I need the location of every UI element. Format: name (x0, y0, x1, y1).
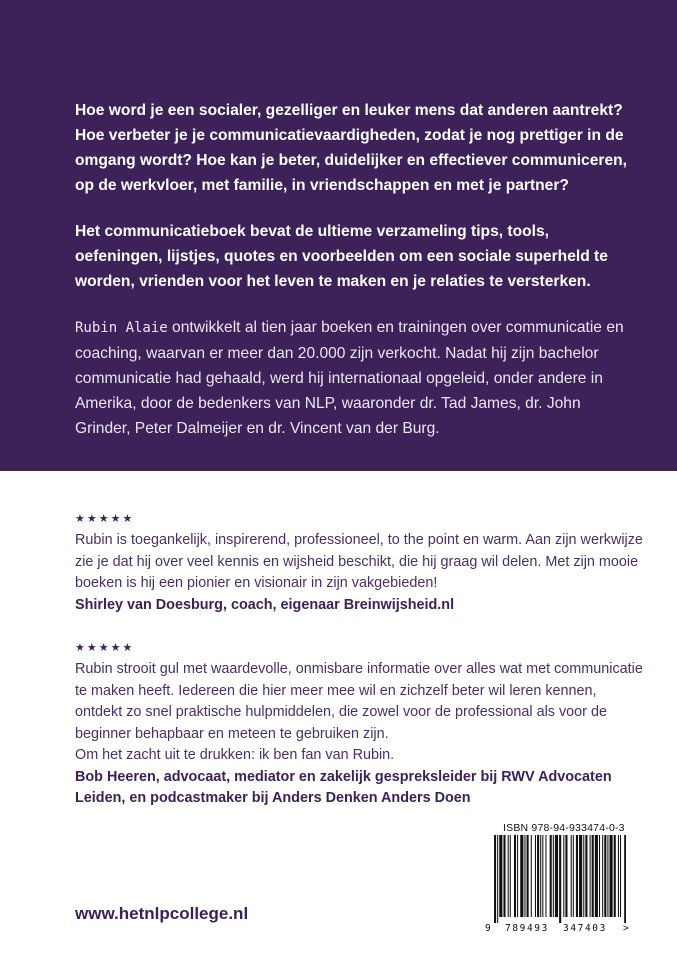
review-2 (75, 641, 645, 810)
barcode-digits-right: 347403 (563, 923, 607, 934)
barcode-bar (595, 835, 598, 917)
barcode-bar (579, 835, 582, 917)
barcode-bar (610, 835, 613, 917)
barcode-bar (602, 835, 603, 917)
barcode-bar (576, 835, 578, 917)
barcode-bar (555, 835, 558, 917)
barcode-bar (503, 835, 505, 917)
barcode-bar (614, 835, 616, 917)
barcode-bar (510, 835, 511, 917)
barcode-bar (599, 835, 600, 917)
barcode-bar (565, 835, 567, 917)
barcode-bar (583, 835, 584, 917)
barcode-bar (542, 835, 543, 917)
barcode-bar (624, 835, 626, 923)
barcode-icon (494, 835, 626, 923)
barcode-bar (620, 835, 621, 917)
barcode-digits-left: 789493 (505, 923, 549, 934)
website-url: www.hetnlpcollege.nl (75, 904, 249, 923)
barcode-bar (499, 835, 502, 917)
barcode-bar (585, 835, 587, 917)
intro-paragraph-1: Hoe word je een socialer, gezelliger en leuker mens dat anderen aantrekt? Hoe verbeter je je communicatievaardigheden, zodat je nog prettiger in de omgang wordt? Hoe kan je beter, duidelijker en effectiever communiceren, op de werkvloer, met familie, in vriendschappen en met je partner? (75, 102, 627, 194)
barcode-bar (571, 835, 572, 917)
barcode-bar (553, 835, 554, 917)
barcode-digit-tail: > (623, 923, 629, 934)
barcode-bar (535, 835, 536, 917)
author-bio (75, 315, 635, 441)
barcode-bar (517, 835, 518, 917)
review-text: Rubin is toegankelijk, inspirerend, professioneel, to the point en warm. Aan zijn werkwijze zie je dat hij over veel kennis en wijsheid beschikt, die hij graag wil delen. Met zijn mooie boeken is hij een pionier en visionair in zijn vakgebieden! (75, 532, 643, 591)
isbn-label: ISBN 978-94-933474-0-3 (503, 822, 625, 834)
barcode-digit-lead: 9 (485, 923, 491, 934)
review-closing: Om het zacht uit te drukken: ik ben fan van Rubin. (75, 747, 395, 763)
barcode-bar (545, 835, 546, 917)
barcode-bar (494, 835, 496, 923)
barcode-bar (524, 835, 525, 917)
barcode-bar (592, 835, 594, 917)
barcode-bar (520, 835, 523, 917)
author-name: Rubin Alaie (75, 320, 168, 336)
barcode-bar (618, 835, 619, 917)
barcode-bar (559, 835, 561, 923)
star-rating: ★★★★★ (75, 513, 135, 525)
barcode-bar (590, 835, 591, 917)
review-author: Bob Heeren, advocaat, mediator en zakelijk gespreksleider bij RWV Advocaten Leiden, en podcastmaker bij Anders Denken Anders Doen (75, 768, 612, 806)
barcode-bar (508, 835, 509, 917)
barcode-bar (540, 835, 541, 917)
review-text: Rubin strooit gul met waardevolle, onmisbare informatie over alles wat met communicatie te maken heeft. Iedereen die hier meer mee wil en zichzelf beter wil leren kennen, ontdekt zo snel praktische hulpmiddelen, die zowel voor de professional als voor de beginner behapbaar en meteen te gebruiken zijn. (75, 661, 643, 742)
barcode-bar (573, 835, 574, 917)
author-bio-text: ontwikkelt al tien jaar boeken en trainingen over communicatie en coaching, waarvan er meer dan 20.000 zijn verkocht. Nadat hij zijn bachelor communicatie had gehaald, werd hij internationaal opgeleid, onder andere in Amerika, door de bedenkers van NLP, waaronder dr. Tad James, dr. John Grinder, Peter Dalmeijer en dr. Vincent van der Burg. (75, 319, 624, 437)
review-1 (75, 512, 645, 616)
barcode-bar (537, 835, 539, 917)
barcode-bar (531, 835, 532, 917)
barcode-bar (607, 835, 608, 917)
barcode-bar (604, 835, 606, 917)
barcode-bar (563, 835, 564, 917)
barcode-bar (527, 835, 529, 917)
review-author: Shirley van Doesburg, coach, eigenaar Breinwijsheid.nl (75, 596, 455, 613)
star-rating: ★★★★★ (75, 642, 135, 654)
barcode-bar (514, 835, 516, 917)
barcode-bar (550, 835, 552, 917)
intro-paragraph-2: Het communicatieboek bevat de ultieme verzameling tips, tools, oefeningen, lijstjes, quotes en voorbeelden om een sociale superheld te worden, vrienden voor het leven te maken en je relaties te versterken. (75, 223, 608, 290)
cover-top-panel (0, 0, 677, 471)
barcode-bar (497, 835, 498, 923)
